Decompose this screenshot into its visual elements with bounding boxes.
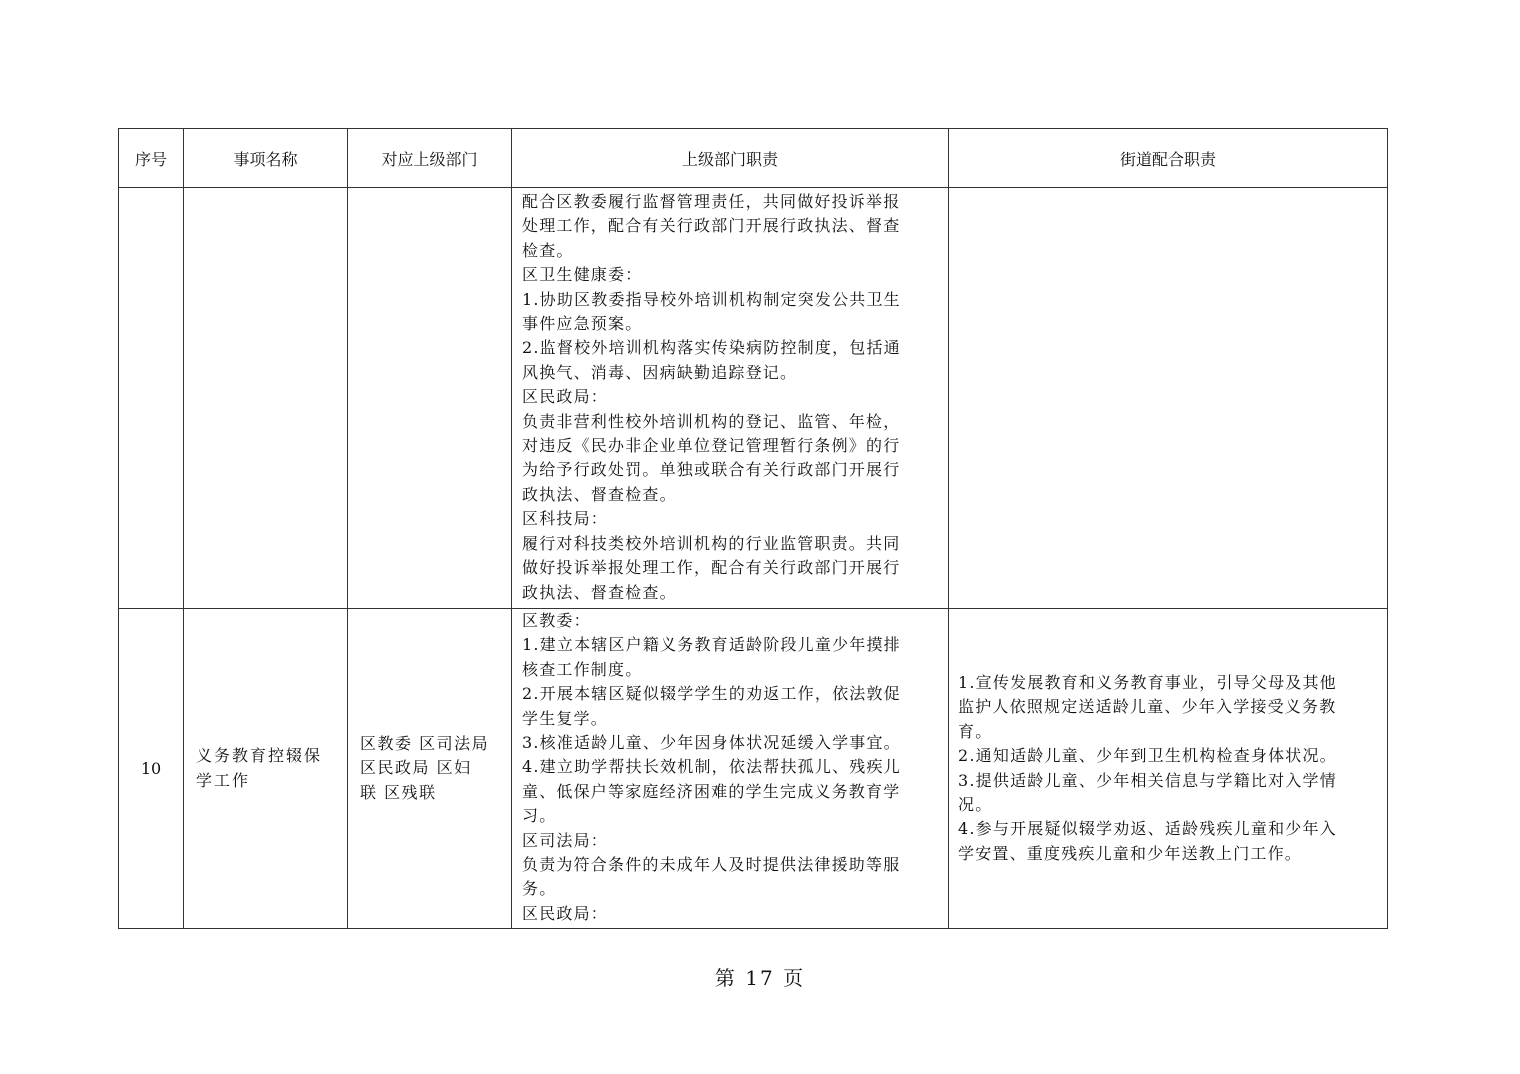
duty-line: 区科技局： (522, 509, 609, 529)
duty-line: 3.核准适龄儿童、少年因身体状况延缓入学事宜。 (522, 733, 901, 753)
duty-line: 区民政局： (522, 387, 609, 407)
duty-line: 区民政局： (522, 903, 609, 923)
row-depts-cell (348, 188, 512, 609)
page-number: 第 17 页 (714, 966, 806, 990)
duty-line: 4.建立助学帮扶长效机制，依法帮扶孤儿、残疾儿 (522, 757, 901, 777)
duty-line: 2.开展本辖区疑似辍学学生的劝返工作，依法敦促 (522, 684, 901, 704)
header-superior-duties: 上级部门职责 (512, 129, 949, 188)
duty-line: 区卫生健康委： (522, 265, 643, 285)
duty-line: 做好投诉举报处理工作，配合有关行政部门开展行 (522, 558, 901, 578)
dept-line: 区教委 区司法局 (360, 733, 490, 753)
row-street-cell (949, 188, 1388, 609)
table-header-row (119, 129, 1388, 188)
table-row (119, 188, 1388, 609)
dept-line: 联 区残联 (360, 782, 437, 802)
dept-line: 区民政局 区妇 (360, 758, 472, 778)
duty-line: 政执法、督查检查。 (522, 484, 677, 504)
header-street-duties: 街道配合职责 (949, 129, 1388, 188)
duty-line: 区教委： (522, 611, 591, 630)
row-name-cell (184, 609, 348, 929)
duty-line: 童、低保户等家庭经济困难的学生完成义务教育学 (522, 781, 901, 801)
duty-line: 负责非营利性校外培训机构的登记、监管、年检， (522, 411, 901, 431)
duty-line: 检查。 (522, 240, 574, 260)
duty-line: 配合区教委履行监督管理责任，共同做好投诉举报 (522, 192, 901, 211)
street-duty-line: 3.提供适龄儿童、少年相关信息与学籍比对入学情 (958, 770, 1337, 790)
row-name-cell (184, 188, 348, 609)
row-seq-cell (119, 188, 184, 609)
duty-line: 1.协助区教委指导校外培训机构制定突发公共卫生 (522, 289, 901, 309)
table-row (119, 609, 1388, 929)
header-item-name: 事项名称 (184, 129, 348, 188)
street-duty-line: 1.宣传发展教育和义务教育事业，引导父母及其他 (958, 672, 1337, 692)
duty-line: 对违反《民办非企业单位登记管理暂行条例》的行 (522, 436, 901, 456)
duty-line: 1.建立本辖区户籍义务教育适龄阶段儿童少年摸排 (522, 635, 901, 655)
duty-line: 务。 (522, 879, 557, 899)
responsibility-table (118, 128, 1388, 929)
street-duty-line: 2.通知适龄儿童、少年到卫生机构检查身体状况。 (958, 746, 1337, 766)
duty-line: 履行对科技类校外培训机构的行业监管职责。共同 (522, 533, 901, 553)
duty-line: 事件应急预案。 (522, 314, 643, 334)
duty-line: 核查工作制度。 (522, 659, 643, 679)
row-street-cell (949, 609, 1388, 929)
duty-line: 处理工作，配合有关行政部门开展行政执法、督查 (522, 216, 901, 236)
street-duty-line: 监护人依照规定送适龄儿童、少年入学接受义务教 (958, 697, 1337, 717)
street-duty-line: 4.参与开展疑似辍学劝返、适龄残疾儿童和少年入 (958, 819, 1337, 839)
street-duty-line: 学安置、重度残疾儿童和少年送教上门工作。 (958, 843, 1303, 863)
duty-line: 风换气、消毒、因病缺勤追踪登记。 (522, 362, 798, 382)
duty-line: 区司法局： (522, 830, 609, 850)
header-superior-dept: 对应上级部门 (348, 129, 512, 188)
header-seq: 序号 (119, 129, 184, 188)
duty-line: 习。 (522, 806, 557, 826)
duty-line: 学生复学。 (522, 708, 609, 728)
duty-line: 为给予行政处罚。单独或联合有关行政部门开展行 (522, 460, 901, 480)
row-seq-cell: 10 (119, 609, 184, 929)
duty-line: 2.监督校外培训机构落实传染病防控制度，包括通 (522, 338, 901, 358)
name-line: 义务教育控辍保 (196, 746, 323, 766)
row-depts-cell (348, 609, 512, 929)
row-duties-cell (512, 609, 949, 929)
street-duty-line: 况。 (958, 794, 993, 814)
street-duty-line: 育。 (958, 721, 993, 741)
row-duties-cell (512, 188, 949, 609)
name-line: 学工作 (196, 770, 251, 790)
duty-line: 政执法、督查检查。 (522, 582, 677, 602)
duty-line: 负责为符合条件的未成年人及时提供法律援助等服 (522, 855, 901, 875)
